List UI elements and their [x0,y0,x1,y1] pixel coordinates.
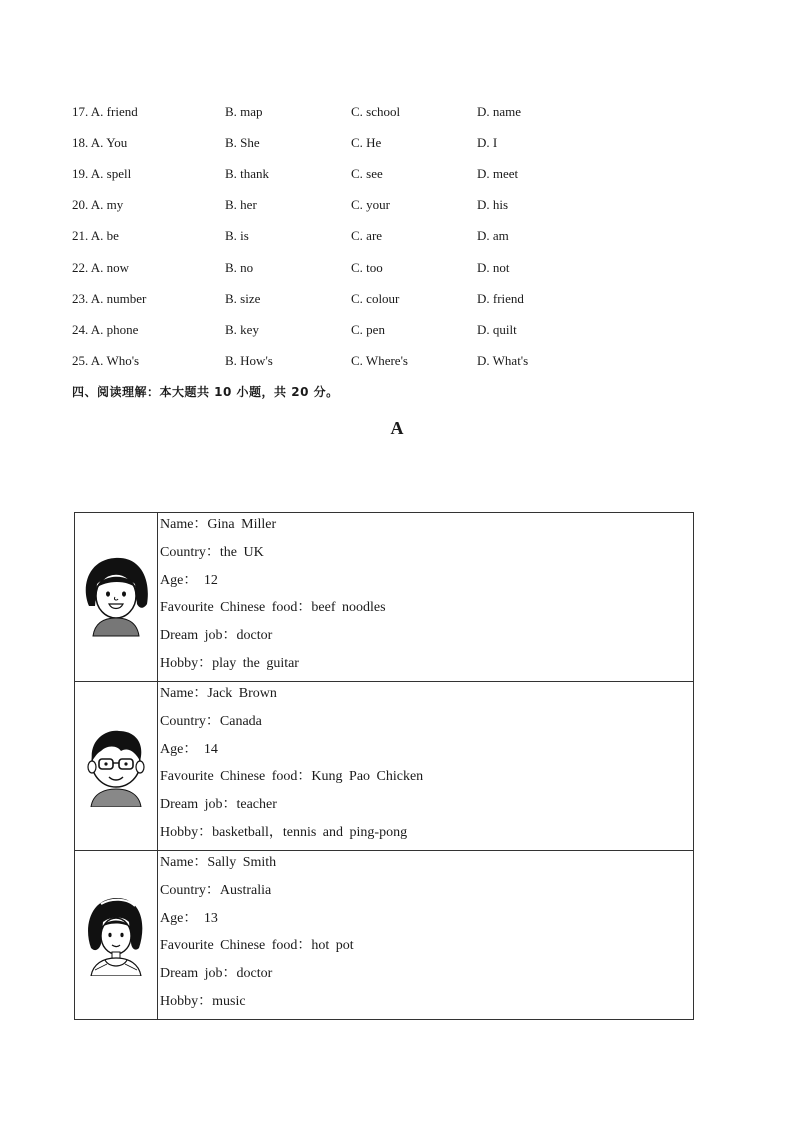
profile-country: Country：Australia [160,882,272,898]
profile-row [75,682,694,851]
profile-name: Name：Sally Smith [160,855,277,870]
option-b: B. key [225,322,259,337]
option-b: B. map [225,104,263,119]
option-d: D. quilt [477,322,517,337]
option-a: phone [106,322,139,337]
option-d: D. not [477,260,510,275]
profile-country: Country：the UK [160,544,264,560]
question-number: 17. A. [72,104,104,119]
profile-hobby: Hobby：music [160,993,246,1009]
passage-heading: A [390,418,404,438]
profile-age: Age： 14 [160,741,218,757]
profile-food: Favourite Chinese food：hot pot [160,938,354,954]
option-a: friend [106,104,138,119]
profile-row [75,513,694,682]
question-number: 24. A. [72,322,104,337]
profile-age: Age： 12 [160,572,218,588]
profile-hobby: Hobby：play the guitar [160,655,299,671]
option-d: D. What's [477,353,529,368]
question-number: 21. A. [72,228,104,243]
option-a: spell [106,166,132,181]
question-number: 22. A. [72,260,104,275]
option-c: C. see [351,166,383,181]
option-a: now [106,260,130,275]
girl-avatar-icon [77,548,155,638]
option-b: B. size [225,291,261,306]
profile-job: Dream job：doctor [160,628,273,644]
girl-with-bob-avatar-icon [77,886,155,976]
question-number: 23. A. [72,291,104,306]
question-number: 19. A. [72,166,104,181]
option-a: be [106,228,119,243]
profile-food: Favourite Chinese food：Kung Pao Chicken [160,769,424,785]
profile-job: Dream job：teacher [160,797,277,813]
option-b: B. her [225,197,257,212]
section-title: 四、阅读理解：本大题共 10 小题，共 20 分。 [72,385,339,399]
option-c: C. Where's [351,353,408,368]
option-d: D. meet [477,166,519,181]
question-number: 25. A. [72,353,104,368]
profile-table [74,512,694,1020]
boy-with-glasses-avatar-icon [77,717,155,807]
question-number: 18. A. [72,135,104,150]
option-a: my [106,197,124,212]
option-c: C. He [351,135,382,150]
profile-food: Favourite Chinese food：beef noodles [160,600,386,616]
option-c: C. colour [351,291,400,306]
option-b: B. She [225,135,260,150]
option-c: C. your [351,197,390,212]
option-d: D. I [477,135,498,150]
profile-name: Name：Gina Miller [160,517,277,532]
option-b: B. thank [225,166,270,181]
question-number: 20. A. [72,197,104,212]
option-c: C. school [351,104,401,119]
option-c: C. pen [351,322,385,337]
profile-name: Name：Jack Brown [160,686,277,701]
option-a: You [106,135,128,150]
option-b: B. is [225,228,249,243]
option-d: D. am [477,228,509,243]
profile-row [75,851,694,1020]
option-a: number [106,291,147,306]
option-c: C. are [351,228,383,243]
option-a: Who's [106,353,140,368]
option-d: D. his [477,197,509,212]
option-d: D. friend [477,291,524,306]
profile-hobby: Hobby：basketball，tennis and ping-pong [160,824,408,840]
profile-country: Country：Canada [160,713,262,729]
profile-age: Age： 13 [160,910,218,926]
option-b: B. no [225,260,254,275]
option-c: C. too [351,260,383,275]
option-d: D. name [477,104,522,119]
profile-job: Dream job：doctor [160,966,273,982]
option-b: B. How's [225,353,273,368]
